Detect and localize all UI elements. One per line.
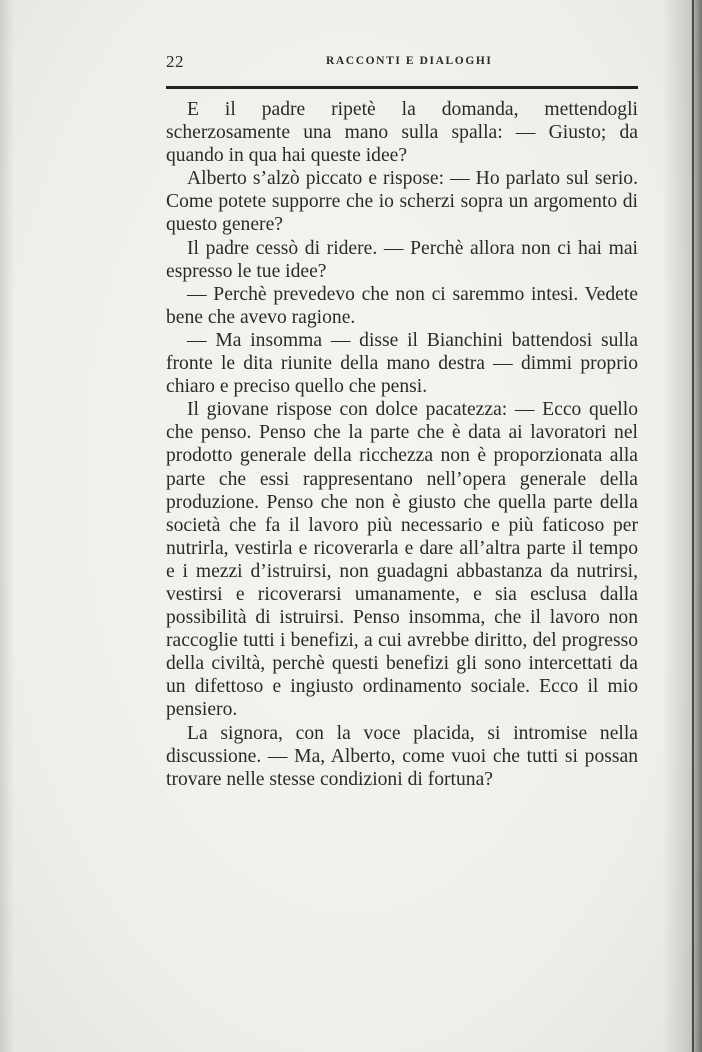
page-header	[166, 52, 638, 74]
paragraph-7: La signora, con la voce placida, si intromise nella discussione. — Ma, Alberto, come vuoi che tutti si possan trovare nelle stesse condizioni di fortuna?	[166, 722, 638, 790]
paragraph-2: Alberto s’alzò piccato e rispose: — Ho parlato sul serio. Come potete supporre che io scherzi sopra un argomento di questo genere?	[166, 168, 638, 236]
paragraph-4: — Perchè prevedevo che non ci saremmo intesi. Vedete bene che avevo ragione.	[166, 283, 638, 328]
page-left-edge-shadow	[0, 0, 14, 1052]
book-spine-shadow	[662, 0, 702, 1052]
page-number: 22	[166, 52, 184, 71]
paragraph-6: Il giovane rispose con dolce pacatezza: — Ecco quello che penso. Penso che la parte che è data ai lavoratori nel prodotto generale della ricchezza non è proporzionata alla parte che essi rappresentano nell’opera generale della produzione. Penso che non è giusto che quella parte della società che fa il lavoro più necessario e più faticoso per nutrirla, vestirla e ricoverarla e dare all’altra parte il tempo e i mezzi d’istruirsi, non guadagni abbastanza da nutrirsi, vestirsi e ricoverarsi umanamente, e sia esclusa dalla possibilità di istruirsi. Penso insomma, che il lavoro non raccoglie tutti i benefizi, a cui avrebbe diritto, del progresso della civiltà, perchè questi benefizi gli sono intercettati da un difettoso e ingiusto ordinamento sociale. Ecco il mio pensiero.	[166, 399, 638, 721]
body-text	[166, 98, 638, 791]
paragraph-3: Il padre cessò di ridere. — Perchè allora non ci hai mai espresso le tue idee?	[166, 237, 638, 282]
book-spine-edge	[692, 0, 694, 1052]
running-title: RACCONTI E DIALOGHI	[326, 55, 493, 67]
paragraph-5: — Ma insomma — disse il Bianchini battendosi sulla fronte le dita riunite della mano destra — dimmi proprio chiaro e preciso quello che pensi.	[166, 329, 638, 398]
header-rule	[166, 86, 638, 89]
paragraph-1: E il padre ripetè la domanda, mettendogli scherzosamente una mano sulla spalla: — Giusto; da quando in qua hai queste idee?	[166, 99, 638, 167]
